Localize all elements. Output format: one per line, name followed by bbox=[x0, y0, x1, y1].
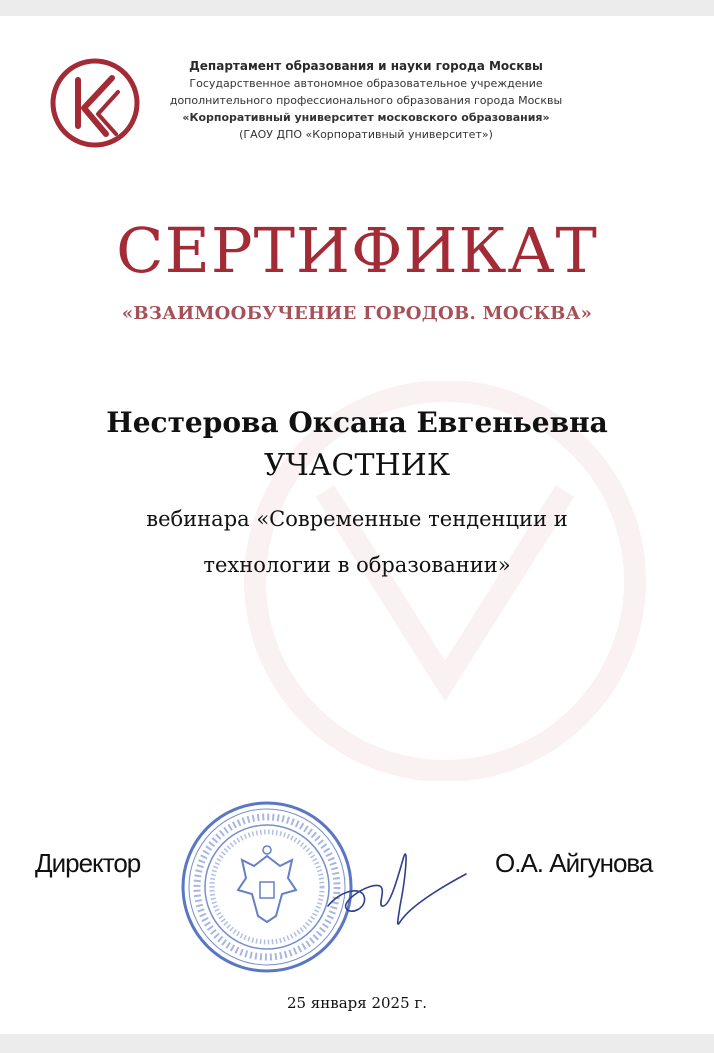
certificate-sheet bbox=[0, 16, 714, 1034]
recipient-role: УЧАСТНИК bbox=[263, 448, 451, 483]
certificate-title: СЕРТИФИКАТ bbox=[116, 214, 598, 287]
department-name: Департамент образования и науки города Москвы bbox=[189, 59, 543, 73]
org-line-4: «Корпоративный университет московского образования» bbox=[182, 111, 550, 124]
issue-date: 25 января 2025 г. bbox=[286, 994, 428, 1012]
organization-header bbox=[146, 58, 586, 143]
director-title: Директор bbox=[35, 848, 141, 878]
university-logo-icon bbox=[48, 56, 142, 150]
org-line-2: Государственное автономное образовательное учреждение bbox=[189, 77, 543, 90]
certificate-subtitle: «ВЗАИМООБУЧЕНИЕ ГОРОДОВ. МОСКВА» bbox=[121, 303, 593, 324]
recipient-name: Нестерова Оксана Евгеньевна bbox=[106, 406, 608, 439]
event-line-1: вебинара «Современные тенденции и bbox=[146, 507, 568, 531]
director-name: О.А. Айгунова bbox=[495, 848, 653, 878]
handwritten-signature bbox=[320, 836, 470, 936]
org-line-5: (ГАОУ ДПО «Корпоративный университет») bbox=[239, 128, 493, 141]
event-description bbox=[60, 496, 654, 588]
event-line-2: технологии в образовании» bbox=[203, 553, 511, 577]
org-line-3: дополнительного профессионального образования города Москвы bbox=[169, 94, 563, 107]
